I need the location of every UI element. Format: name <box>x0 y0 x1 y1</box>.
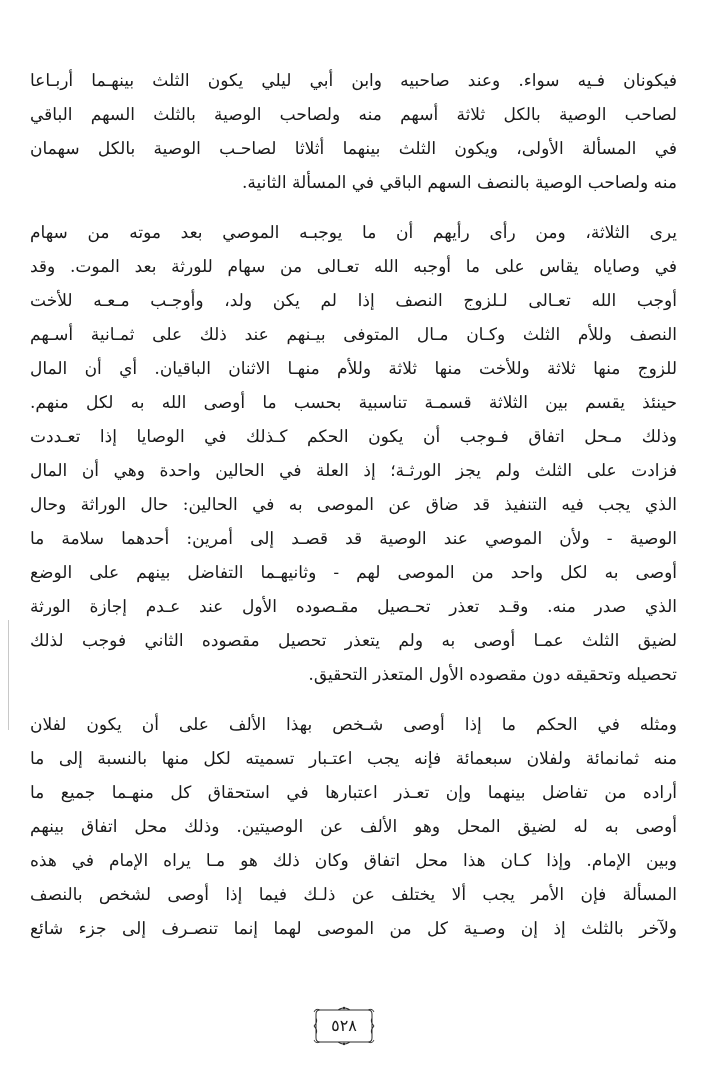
text-line: الوصية - ولأن الموصي عند الوصية قد قصـد إلى أمرين: أحدهما سلامة ما <box>30 529 677 549</box>
text-line: ولآخر بالثلث إذ إن وصـية كل من الموصى لهما إنما تنصـرف إلى جزء شائع <box>30 919 677 939</box>
paragraph-spacer <box>30 692 677 708</box>
paragraph-2 <box>30 216 677 692</box>
text-line: في وصاياه يقاس على ما أوجبه الله تعـالى من سهام للورثة بعد الموت. وقد <box>30 257 677 277</box>
text-line: أراده من تفاضل بينهما وإن تعـذر اعتبارها في استحقاق كل منهـما جميع ما <box>30 783 677 803</box>
text-line: وذلك مـحل اتفاق فـوجب أن يكون الحكم كـذلك في الوصايا إذا تعـددت <box>30 427 677 447</box>
paragraph-1 <box>30 64 677 200</box>
text-line: فزادت على الثلث ولم يجز الورثـة؛ إذ العلة في الحالين واحدة وهي أن المال <box>30 461 677 481</box>
text-line: المسألة فإن الأمر يجب ألا يختلف عن ذلـك فيما إذا أوصى لشخص بالنصف <box>30 885 677 905</box>
text-line: لصاحب الوصية بالكل ثلاثة أسهم منه ولصاحب الوصية بالثلث السهم الباقي <box>30 105 677 125</box>
text-line: منه ولصاحب الوصية بالنصف السهم الباقي في المسألة الثانية. <box>241 173 677 193</box>
text-line: ومثله في الحكم ما إذا أوصى شـخص بهذا الألف على أن يكون لفلان <box>30 715 677 735</box>
paragraph-3 <box>30 708 677 946</box>
text-line: فيكونان فـيه سواء. وعند صاحبيه وابن أبي ليلي يكون الثلث بينهـما أربـاعا <box>30 71 677 91</box>
page-body <box>30 64 677 946</box>
text-line: يرى الثلاثة، ومن رأى رأيهم أن ما يوجبـه الموصي بعد موته من سهام <box>30 223 677 243</box>
text-line: أوجب الله تعـالى لـلزوج النصف إذا لم يكن ولد، وأوجـب مـعـه للأخت <box>30 291 677 311</box>
text-line: في المسألة الأولى، ويكون الثلث بينهما أثلاثا لصاحـب الوصية بالكل سهمان <box>30 139 677 159</box>
margin-rule <box>8 620 9 730</box>
text-line: أوصى به لكل واحد من الموصى لهم - وثانيهـما التفاضل بينهم على الوضع <box>30 563 677 583</box>
page-number-frame <box>312 1006 376 1046</box>
text-line: للزوج منها ثلاثة وللأخت منها ثلاثة وللأم منهـا الاثنان الباقيان. أي أن المال <box>30 359 677 379</box>
text-line: أوصى به له لضيق المحل وهو الألف عن الوصيتين. وذلك محل اتفاق بينهم <box>30 817 677 837</box>
text-line: الذي يجب فيه التنفيذ قد ضاق عن الموصى به في الحالين: حال الوراثة وحال <box>30 495 677 515</box>
text-line: منه ثمانمائة ولفلان سبعمائة فإنه يجب اعتـبار تسميته لكل منها بالنسبة إلى ما <box>30 749 677 769</box>
text-line: وبين الإمام. وإذا كـان هذا محل اتفاق وكان ذلك هو مـا يراه الإمام في هذه <box>30 851 677 871</box>
page-number: ٥٢٨ <box>331 1016 357 1035</box>
text-line: حينئذ يقسم بين الثلاثة قسمـة تناسبية بحسب ما أوصى الله به لكل منهم. <box>30 393 677 413</box>
text-line: تحصيله وتحقيقه دون مقصوده الأول المتعذر التحقيق. <box>308 665 677 685</box>
text-line: لضيق الثلث عمـا أوصى به ولم يتعذر تحصيل مقصوده الثاني فوجب لذلك <box>30 631 677 651</box>
text-line: الذي صدر منه. وقـد تعذر تحـصيل مقـصوده الأول عند عـدم إجازة الورثة <box>30 597 677 617</box>
text-line: النصف وللأم الثلث وكـان مـال المتوفى بيـنهم عند ذلك على ثمـانية أسـهم <box>30 325 677 345</box>
paragraph-spacer <box>30 200 677 216</box>
